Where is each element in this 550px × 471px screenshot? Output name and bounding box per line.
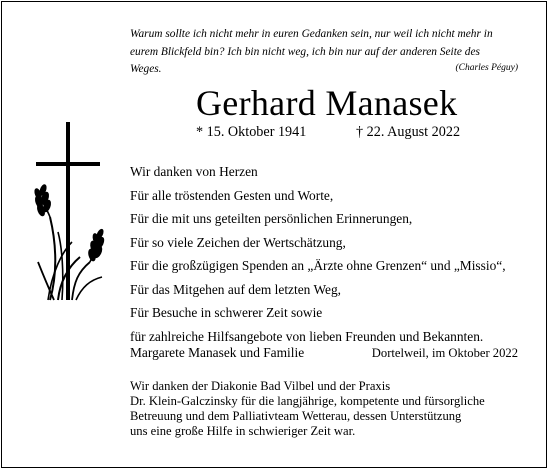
thanks-line: Wir danken von Herzen [130, 164, 258, 179]
thanks-line: Für alle tröstenden Gesten und Worte, [130, 187, 334, 203]
quote [130, 26, 510, 79]
closing-thanks [130, 379, 520, 439]
thanks-line: Für so viele Zeichen der Wertschätzung, [130, 234, 346, 250]
thanks-line: für zahlreiche Hilfsangebote von lieben Freunden und Bekannten. [130, 328, 484, 344]
closing-line: Wir danken der Diakonie Bad Vilbel und der Praxis [130, 379, 391, 393]
thanks-line: Für die mit uns geteilten persönlichen Erinnerungen, [130, 211, 413, 226]
birth-date: * 15. Oktober 1941 [196, 124, 307, 140]
closing-line: Dr. Klein-Galczinsky für die langjährige, kompetente und fürsorgliche [130, 394, 485, 408]
thanks-list [130, 160, 506, 348]
quote-author: (Charles Péguy) [455, 63, 518, 73]
family-signature: Margarete Manasek und Familie [130, 345, 305, 360]
closing-line: Betreuung und dem Palliativteam Wetterau, dessen Unterstützung [130, 409, 462, 423]
deceased-name: Gerhard Manasek [196, 83, 458, 123]
quote-line: eurem Blickfeld bin? Ich bin nicht weg, ich bin nur auf der anderen Seite des Weges. [130, 45, 480, 75]
thanks-line: Für das Mitgehen auf dem letzten Weg, [130, 281, 342, 297]
death-date: † 22. August 2022 [356, 124, 461, 140]
cross-with-wheat [28, 122, 128, 322]
closing-line: uns eine große Hilfe in schwieriger Zeit war. [130, 424, 356, 438]
thanks-line: Für die großzügigen Spenden an „Ärzte ohne Grenzen“ und „Missio“, [130, 258, 506, 273]
thanks-line: Für Besuche in schwerer Zeit sowie [130, 305, 323, 320]
place-date: Dortelweil, im Oktober 2022 [371, 346, 518, 360]
quote-line: Warum sollte ich nicht mehr in euren Gedanken sein, nur weil ich nicht mehr in [130, 28, 493, 40]
